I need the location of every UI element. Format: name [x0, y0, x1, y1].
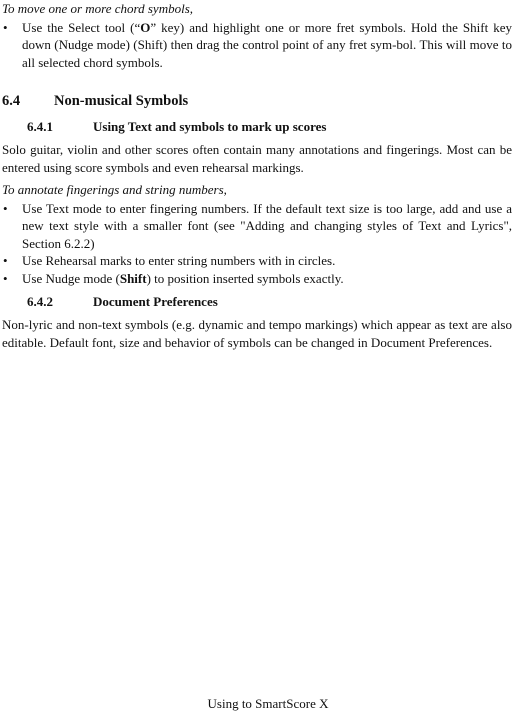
subsection-title: Document Preferences [93, 294, 218, 309]
section-number: 6.4 [2, 93, 21, 109]
key-label: O [140, 19, 151, 35]
key-label: Shift [119, 270, 147, 286]
bullet-text-part: ) to position inserted symbols exactly. [146, 270, 344, 286]
bullet-icon: • [3, 200, 8, 216]
section-title: Non-musical Symbols [54, 93, 189, 109]
list-item [2, 252, 512, 270]
subsection-number: 6.4.1 [27, 119, 53, 134]
subsection-number: 6.4.2 [27, 294, 53, 309]
list-item [2, 200, 512, 253]
paragraph-document-preferences: Non-lyric and non-text symbols (e.g. dynamic and tempo markings) which appear as text are also editable. Default font, size and behavior of symbols can be changed in Document Preferences. [2, 317, 512, 350]
bullet-icon: • [3, 253, 8, 268]
subsection-heading-text-symbols [27, 118, 512, 135]
chord-bullet-list [2, 19, 512, 72]
paragraph-annotations: Solo guitar, violin and other scores often contain many annotations and fingerings. Most can be entered using score symbols and even rehearsal markings. [2, 142, 512, 175]
bullet-text-part: ” key) and highlight one or more fret symbols. Hold the Shift key down (Nudge mode) (Shift) then drag the control point of any fret sym-bol. This will move to all selected chord symbols. [22, 19, 513, 70]
bullet-text-part: Use Nudge mode ( [22, 270, 120, 286]
subsection-title: Using Text and symbols to mark up scores [93, 119, 327, 134]
list-item [2, 19, 512, 72]
bullet-text-part: Use the Select tool (“ [22, 19, 141, 35]
document-page [2, 0, 512, 351]
bullet-text: Use Rehearsal marks to enter string numbers with in circles. [22, 253, 336, 268]
intro-chord-symbols: To move one or more chord symbols, [2, 1, 194, 16]
bullet-icon: • [3, 270, 8, 286]
bullet-text: Use Text mode to enter fingering numbers. If the default text size is too large, add and use a new text style with a smaller font (see "Adding and changing styles of Text and Lyrics", Section 6.2.2) [22, 200, 512, 251]
bullet-icon: • [3, 19, 8, 35]
subsection-heading-document-preferences [27, 293, 512, 310]
section-heading [2, 91, 512, 111]
fingering-bullet-list [2, 200, 512, 288]
intro-fingerings: To annotate fingerings and string numbers, [2, 182, 227, 197]
list-item [2, 270, 512, 288]
page-footer: Using to SmartScore X [207, 696, 329, 711]
